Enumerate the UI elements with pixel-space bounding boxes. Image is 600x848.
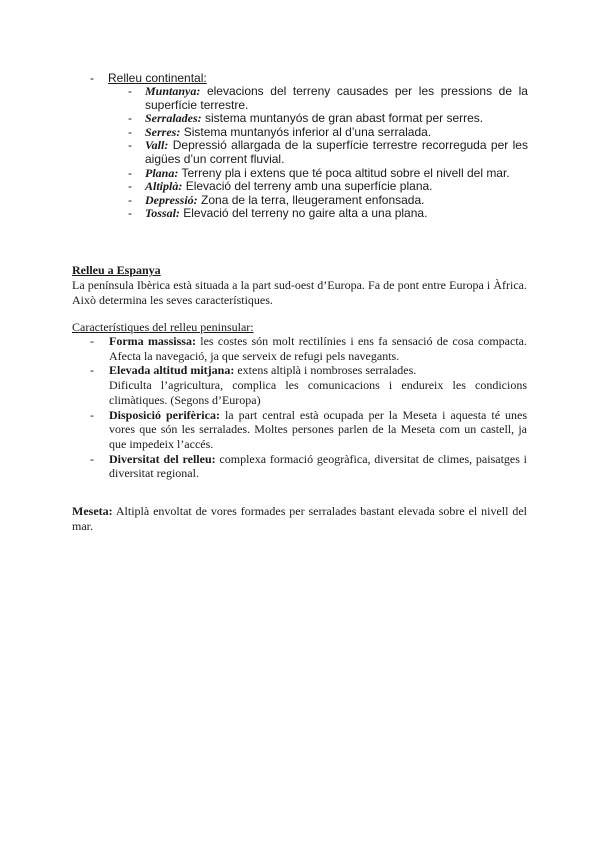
list-item-serralades bbox=[128, 112, 528, 126]
def-depressio: Zona de la terra, lleugerament enfonsada. bbox=[201, 192, 425, 207]
def-vall: Depressió allargada de la superfície terrestre recorreguda per les aigües d’un corrent fluvial. bbox=[145, 138, 528, 166]
bullet-dash: - bbox=[90, 451, 94, 466]
def-tossal: Elevació del terreny no gaire alta a una plana. bbox=[183, 206, 428, 221]
meseta-term: Meseta: bbox=[72, 504, 113, 518]
list-item-depressio bbox=[128, 194, 528, 208]
bullet-dash: - bbox=[128, 84, 132, 98]
list-item-muntanya bbox=[128, 85, 528, 112]
feature-diversitat-relleu bbox=[90, 452, 527, 481]
def-serralades: sistema muntanyós de gran abast format per serres. bbox=[205, 111, 484, 126]
bullet-dash: - bbox=[128, 192, 132, 207]
feature-extra: Dificulta l’agricultura, complica les comunicacions i endureix les condicions climàtiques. (Segons d’Europa) bbox=[109, 378, 527, 407]
bullet-dash: - bbox=[128, 111, 132, 126]
def-plana: Terreny pla i extens que té poca altitud sobre el nivell del mar. bbox=[181, 165, 510, 180]
feature-def: la part central està ocupada per la Meseta i aquesta té unes vores que són les serralades. Moltes persones parlen de la Meseta com un castell, ja que impedeix l’accés. bbox=[109, 407, 528, 451]
bullet-dash: - bbox=[90, 334, 94, 348]
term-muntanya: Muntanya: bbox=[145, 84, 201, 98]
feature-def: complexa formació geogràfica, diversitat de climes, paisatges i diversitat regional. bbox=[109, 451, 528, 481]
term-serralades: Serralades: bbox=[145, 111, 202, 126]
bullet-dash: - bbox=[128, 206, 132, 221]
spain-heading: Relleu a Espanya bbox=[72, 263, 161, 277]
feature-term: Disposició perifèrica: bbox=[109, 407, 220, 422]
bullet-dash: - bbox=[90, 363, 94, 378]
feature-disposicio-periferica bbox=[90, 408, 527, 452]
spain-intro-paragraph: La península Ibèrica està situada a la part sud-oest d’Europa. Fa de pont entre Europa i Àfrica. Això determina les seves característiques. bbox=[72, 278, 527, 307]
continental-title: Relleu continental: bbox=[108, 71, 207, 85]
features-heading: Característiques del relleu peninsular: bbox=[72, 320, 254, 334]
term-depressio: Depressió: bbox=[145, 192, 198, 207]
features-list bbox=[90, 334, 527, 481]
def-serres: Sistema muntanyós inferior al d’una serralada. bbox=[183, 124, 432, 139]
term-vall: Vall: bbox=[145, 138, 169, 153]
list-item-tossal bbox=[128, 207, 528, 221]
feature-term: Forma massissa: bbox=[109, 334, 196, 348]
def-muntanya: elevacions del terreny causades per les pressions de la superfície terrestre. bbox=[145, 84, 528, 112]
bullet-dash: - bbox=[128, 165, 132, 180]
bullet-dash: - bbox=[90, 407, 94, 422]
list-item-plana bbox=[128, 167, 528, 181]
continental-heading bbox=[90, 71, 207, 85]
feature-elevada-altitud bbox=[90, 363, 527, 407]
term-altipla: Altiplà: bbox=[145, 179, 183, 194]
continental-list bbox=[128, 85, 528, 221]
bullet-dash: - bbox=[90, 71, 94, 85]
def-altipla: Elevació del terreny amb una superfície plana. bbox=[185, 179, 433, 194]
list-item-serres bbox=[128, 126, 528, 140]
term-serres: Serres: bbox=[145, 124, 181, 139]
bullet-dash: - bbox=[128, 179, 132, 194]
feature-term: Diversitat del relleu: bbox=[109, 451, 216, 466]
feature-def: extens altiplà i nombroses serralades. bbox=[237, 363, 417, 378]
bullet-dash: - bbox=[128, 138, 132, 153]
meseta-paragraph bbox=[72, 504, 527, 534]
feature-forma-massissa bbox=[90, 334, 527, 363]
term-tossal: Tossal: bbox=[145, 206, 180, 221]
term-plana: Plana: bbox=[145, 165, 179, 180]
meseta-def: Altiplà envoltat de vores formades per serralades bastant elevada sobre el nivell del mar. bbox=[72, 504, 528, 533]
feature-term: Elevada altitud mitjana: bbox=[109, 363, 235, 378]
list-item-altipla bbox=[128, 180, 528, 194]
list-item-vall bbox=[128, 139, 528, 166]
bullet-dash: - bbox=[128, 124, 132, 139]
feature-def: les costes són molt rectilínies i ens fa sensació de cosa compacta. Afecta la navegació, ja que serveix de refugi pels navegants. bbox=[109, 334, 527, 363]
